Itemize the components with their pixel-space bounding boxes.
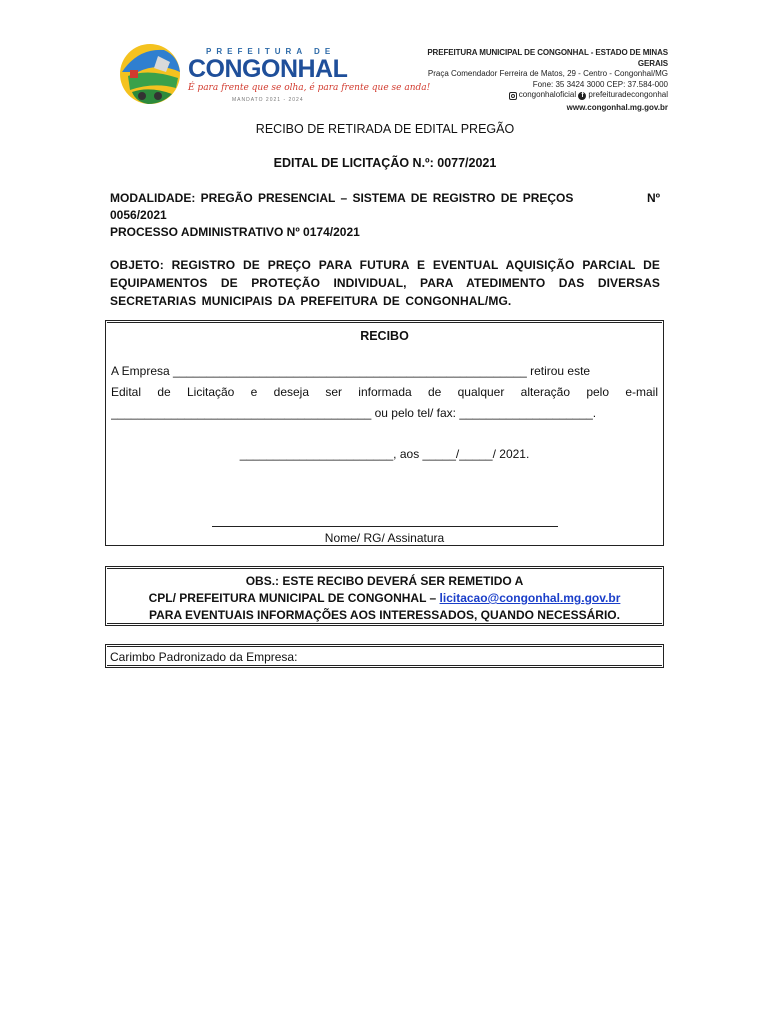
date-field[interactable]: _______________________, aos _____/_____/ 2021. [239,447,530,461]
modalidade-number: 0056/2021 [110,208,167,222]
obs-line-prefix: CPL/ PREFEITURA MUNICIPAL DE CONGONHAL – [148,591,440,605]
empresa-line[interactable]: _______________________________________ ou pelo tel/ fax: ____________________. [111,406,597,420]
header-address: Praça Comendador Ferreira de Matos, 29 - Centro - Congonhal/MG [427,69,668,79]
processo-administrativo: PROCESSO ADMINISTRATIVO Nº 0174/2021 [110,225,360,239]
header-title: PREFEITURA MUNICIPAL DE CONGONHAL - ESTADO DE MINAS GERAIS [427,48,668,68]
logo-city-name: CONGONHAL [188,55,348,83]
carimbo-box [105,644,664,668]
edital-number: EDITAL DE LICITAÇÃO N.º: 0077/2021 [273,156,497,170]
instagram-handle: congonhaloficial [518,90,577,100]
carimbo-label: Carimbo Padronizado da Empresa: [110,650,298,664]
obs-line: OBS.: ESTE RECIBO DEVERÁ SER REMETIDO A [245,574,524,588]
header-phone: Fone: 35 3424 3000 CEP: 37.584-000 [532,79,668,89]
modalidade-no-label: Nº [646,191,660,205]
logo-mandate: MANDATO 2021 - 2024 [232,97,304,103]
email-link[interactable]: licitacao@congonhal.mg.gov.br [439,591,621,605]
modalidade-text: MODALIDADE: PREGÃO PRESENCIAL – SISTEMA DE REGISTRO DE PREÇOS [110,191,574,205]
empresa-line: Edital de Licitação e deseja ser informada de qualquer alteração pelo e-mail [111,385,658,399]
header-website[interactable]: www.congonhal.mg.gov.br [566,103,668,113]
signature-line[interactable] [212,526,558,527]
empresa-statement [111,361,658,424]
header-contact-info [408,48,668,114]
signature-label: Nome/ RG/ Assinatura [324,531,445,545]
city-emblem-icon [118,42,182,106]
logo-slogan: É para frente que se olha, é para frente que se anda! [188,83,431,93]
recibo-box [105,320,664,546]
obs-line [106,590,663,607]
modalidade-block [110,190,660,241]
header-social [408,90,668,103]
obs-box [105,566,664,626]
instagram-icon [509,92,517,100]
obs-text [106,573,663,624]
facebook-icon [578,92,586,100]
document-title: RECIBO DE RETIRADA DE EDITAL PREGÃO [255,122,515,136]
facebook-handle: prefeituradecongonhal [588,90,668,100]
prefeitura-logo [110,40,431,106]
recibo-label: RECIBO [360,329,409,343]
objeto-paragraph: OBJETO: REGISTRO DE PREÇO PARA FUTURA E EVENTUAL AQUISIÇÃO PARCIAL DE EQUIPAMENTOS DE PROTEÇÃO INDIVIDUAL, PARA ATEDIMENTO DAS DIVERSAS SECRETARIAS MUNICIPAIS DA PREFEITURA DE CONGONHAL/MG. [110,258,660,308]
empresa-line[interactable]: A Empresa _____________________________________________________ retirou este [111,364,591,378]
obs-line: PARA EVENTUAIS INFORMAÇÕES AOS INTERESSADOS, QUANDO NECESSÁRIO. [149,608,620,622]
logo-prefeitura-text: PREFEITURA DE [206,47,336,56]
